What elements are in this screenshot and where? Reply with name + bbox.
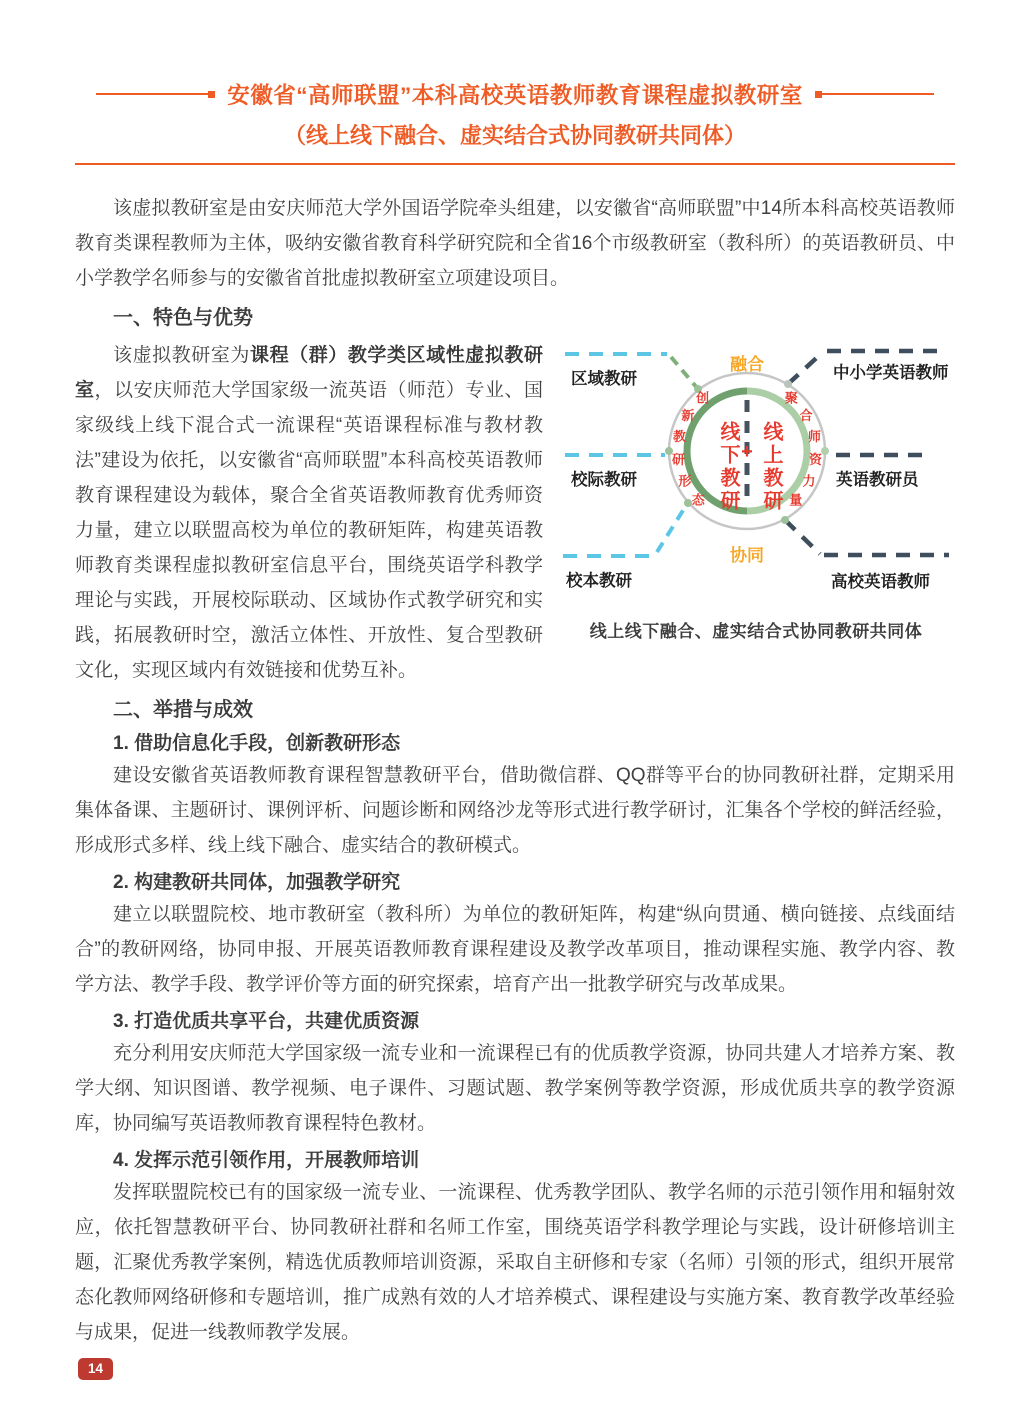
node-dot [784,380,792,388]
diagram-center-online-text: 线上教研 [760,421,782,513]
arc-char: 聚 [784,390,798,406]
diagram-canvas [557,338,955,603]
arc-char: 力 [802,473,816,489]
diagram-label-k12-teachers: 中小学英语教师 [833,364,949,382]
node-dot [781,516,789,524]
measure-4-title: 4. 发挥示范引领作用，开展教师培训 [113,1150,420,1171]
section2-heading: 二、举措与成效 [113,699,253,721]
page-header [75,78,955,165]
diagram-label-fusion: 融合 [730,355,764,374]
title-divider [75,163,955,165]
title-row [75,78,955,110]
section1-heading: 一、特色与优势 [113,307,253,329]
dash-line-college-diagonal [785,520,820,554]
title-decoration-left-icon [96,91,215,98]
diagram-label-english-researchers: 英语教研员 [836,471,919,489]
diagram-label-interschool-research: 校际教研 [571,471,637,489]
arc-char: 态 [691,492,705,508]
arc-char: 合 [799,408,813,423]
arc-char: 师 [807,429,822,445]
arc-char: 量 [789,492,803,508]
measure-1-body: 建设安徽省英语教师教育课程智慧教研平台，借助微信群、QQ群等平台的协同教研社群，定期采用集体备课、主题研讨、课例评析、问题诊断和网络沙龙等形式进行教学研讨，汇集各个学校的鲜活经验，形成形式多样、线上线下融合、虚实结合的教研模式。 [75,765,955,856]
measure-3-title: 3. 打造优质共享平台，共建优质资源 [113,1011,420,1032]
measure-3-body: 充分利用安庆师范大学国家级一流专业和一流课程已有的优质教学资源，协同共建人才培养方案、教学大纲、知识图谱、教学视频、电子课件、习题试题、教学案例等教学资源，形成优质共享的教学资源库，协同编写英语教师教育课程特色教材。 [75,1043,955,1134]
diagram-figure [557,338,955,688]
section1-paragraph [75,338,543,688]
arc-char: 创 [696,390,710,406]
page-subtitle: （线上线下融合、虚实结合式协同教研共同体） [283,123,746,148]
measure-1-title: 1. 借助信息化手段，创新教研形态 [113,733,401,754]
node-dot [821,447,829,455]
center-plus-sign: + [741,441,753,463]
diagram-label-college-teachers: 高校英语教师 [831,573,930,591]
page-number-badge: 14 [78,1358,113,1380]
section1-paragraph-pre: 该虚拟教研室为 [113,345,250,366]
arc-char: 形 [678,473,692,489]
page-title: 安徽省“高师联盟”本科高校英语教师教育课程虚拟教研室 [227,83,803,108]
section1-paragraph-post: ，以安庆师范大学国家级一流英语（师范）专业、国家级线上线下混合式一流课程“英语课程标准与教材教法”建设为依托，以安徽省“高师联盟”本科高校英语教师教育课程建设为载体，聚合全省英语教师教育优秀师资力量，建立以联盟高校为单位的教研矩阵，构建英语教师教育类课程虚拟教研室信息平台，围绕英语学科教学理论与实践，开展校际联动、区域协作式教学研究和实践，拓展教研时空，激活立体性、开放性、复合型教研文化，实现区域内有效链接和优势互补。 [75,380,543,681]
dash-line-regional-diagonal [671,357,698,389]
arc-char: 资 [808,451,823,467]
arc-char: 新 [681,408,695,423]
measure-4-body: 发挥联盟院校已有的国家级一流专业、一流课程、优秀教学团队、教学名师的示范引领作用和辐射效应，依托智慧教研平台、协同教研社群和名师工作室，围绕英语学科教学理论与实践，设计研修培训主题，汇聚优秀教学案例，精选优质教师培训资源，采取自主研修和专家（名师）引领的形式，组织开展常态化教师网络研修和专题培训，推广成熟有效的人才培养模式、课程建设与实施方案、教育教学改革经验与成果，促进一线教师教学发展。 [75,1182,955,1343]
title-decoration-right-icon [815,91,934,98]
section1-content [75,338,955,688]
measure-2-body: 建立以联盟院校、地市教研室（教科所）为单位的教研矩阵，构建“纵向贯通、横向链接、点线面结合”的教研网络，协同申报、开展英语教师教育课程建设及教学改革项目，推动课程实施、教学内容、教学方法、教学手段、教学评价等方面的研究探索，培育产出一批教学研究与改革成果。 [75,904,955,995]
arc-char: 研 [671,451,686,467]
measure-2-title: 2. 构建教研共同体，加强教学研究 [113,872,401,893]
dash-line-k12-diagonal [788,352,823,384]
dash-line-schoolbased-diagonal [657,504,687,552]
section1-paragraph-bold: 课程（群）教学类区域性虚拟教研室 [75,345,543,401]
intro-paragraph: 该虚拟教研室是由安庆师范大学外国语学院牵头组建，以安徽省“高师联盟”中14所本科高校英语教师教育类课程教师为主体，吸纳安徽省教育科学研究院和全省16个市级教研室（教科所）的英语教研员、中小学教学名师参与的安徽省首批虚拟教研室立项建设项目。 [75,198,955,289]
diagram-label-synergy: 协同 [730,546,764,565]
diagram-label-schoolbased-research: 校本教研 [566,572,632,590]
diagram-caption: 线上线下融合、虚实结合式协同教研共同体 [589,622,923,641]
arc-char: 教 [672,429,687,445]
diagram-label-regional-research: 区域教研 [571,370,637,388]
diagram-center-offline-text: 线下教研 [717,421,739,513]
